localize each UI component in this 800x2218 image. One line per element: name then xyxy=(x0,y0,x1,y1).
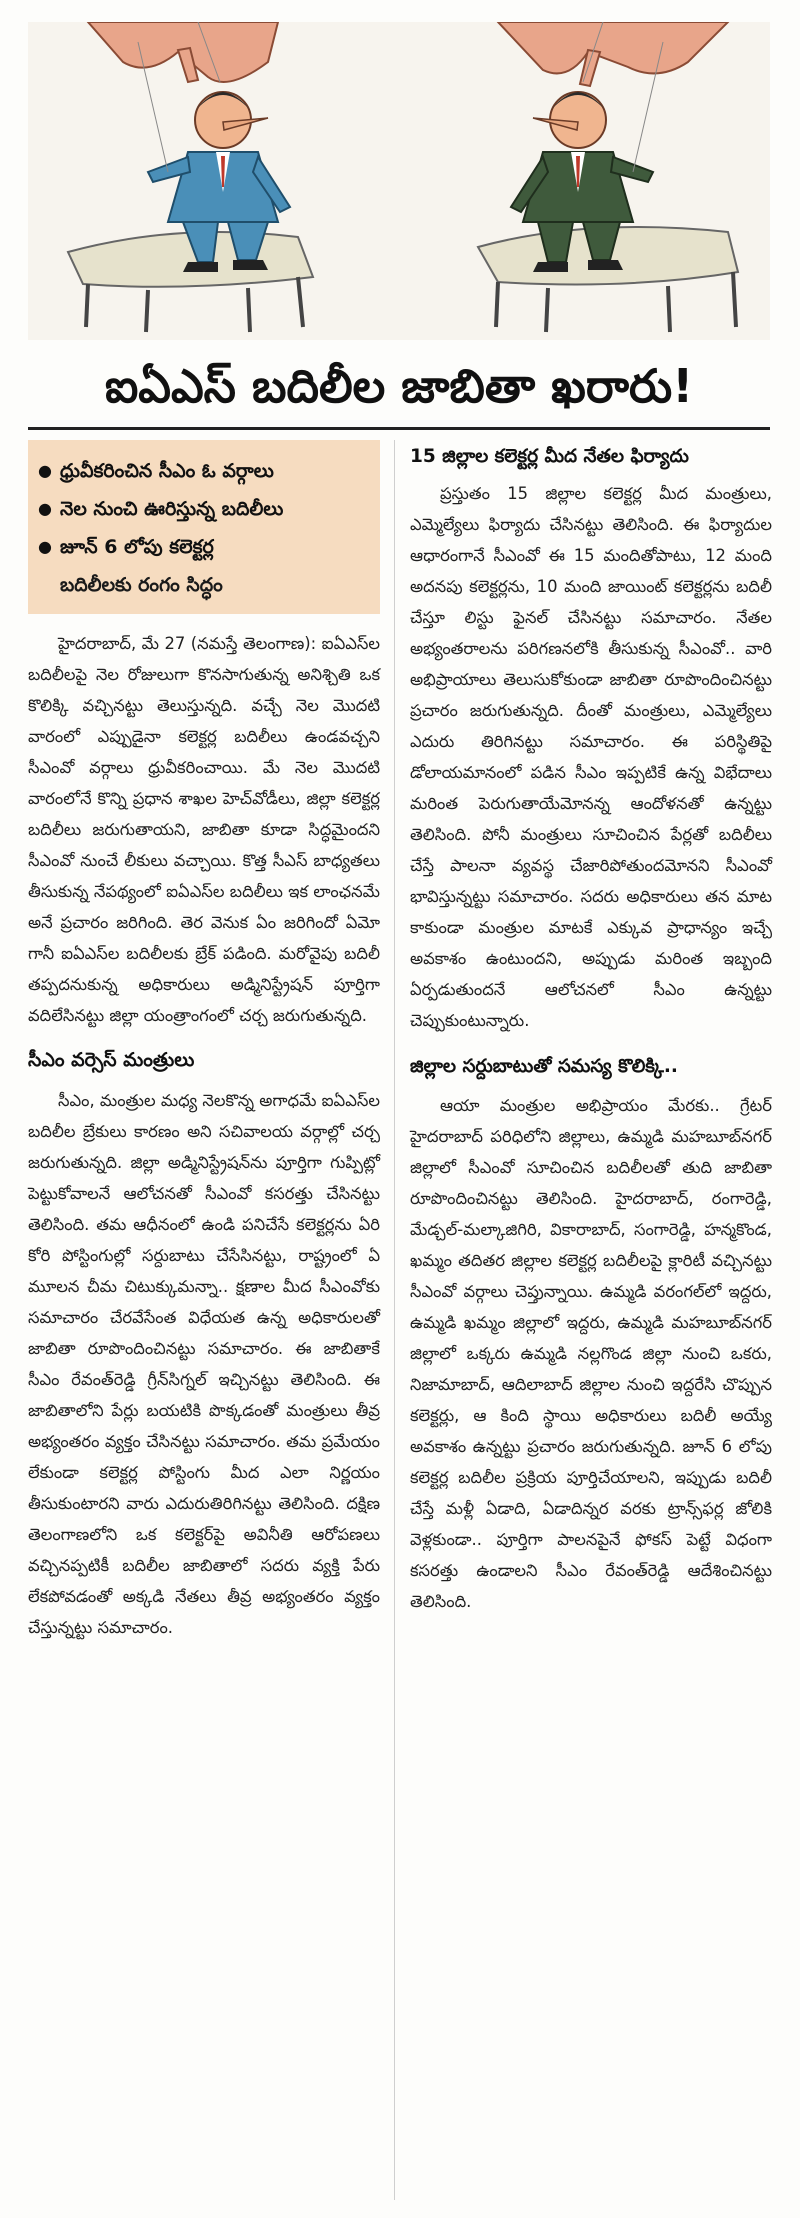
highlights-box xyxy=(28,440,380,614)
highlight-item xyxy=(38,452,370,490)
puppeteer-cartoon xyxy=(28,22,770,340)
bullet-icon: ● xyxy=(38,461,52,480)
highlight-text: నెల నుంచి ఊరిస్తున్న బదిలీలు xyxy=(60,498,284,520)
highlight-item xyxy=(38,528,370,566)
left-paragraph-2: సీఎం, మంత్రుల మధ్య నెలకొన్న అగాధమే ఐఏఎస్‌ల బదిలీల బ్రేకులు కారణం అని సచివాలయ వర్గాల్లో చర్చ జరుగుతున్నది. జిల్లా అడ్మినిస్ట్రేషన్‌ను పూర్తిగా గుప్పిట్లో పెట్టుకోవాలనే ఆలోచనతో సీఎంవో కసరత్తు చేసినట్టు తెలిసింది. తమ ఆధీనంలో ఉండి పనిచేసే కలెక్టర్లను ఏరి కోరి పోస్టింగుల్లో సర్దుబాటు చేసేసినట్టు, రాష్ట్రంలో ఏ మూలన చీమ చిటుక్కుమన్నా.. క్షణాల మీద సీఎంవోకు సమాచారం చేరవేసేంత విధేయత ఉన్న అధికారులతో జాబితా రూపొందించినట్టు సమాచారం. ఈ జాబితాకే సీఎం రేవంత్‌రెడ్డి గ్రీన్‌సిగ్నల్ ఇచ్చినట్టు తెలిసింది. ఈ జాబితాలోని పేర్లు బయటికి పొక్కడంతో మంత్రులు తీవ్ర అభ్యంతరం వ్యక్తం చేసినట్టు సమాచారం. తమ ప్రమేయం లేకుండా కలెక్టర్ల పోస్టింగు మీద ఎలా నిర్ణయం తీసుకుంటారని వారు ఎదురుతిరిగినట్టు తెలిసింది. దక్షిణ తెలంగాణలోని ఒక కలెక్టర్‌పై అవినీతి ఆరోపణలు వచ్చినప్పటికీ బదిలీల జాబితాలో సదరు వ్యక్తి పేరు లేకపోవడంతో అక్కడి నేతలు తీవ్ర అభ్యంతరం వ్యక్తం చేస్తున్నట్టు సమాచారం. xyxy=(28,1091,380,1637)
left-subheading: సీఎం వర్సెస్ మంత్రులు xyxy=(28,1049,195,1071)
left-paragraph-1: హైదరాబాద్, మే 27 (నమస్తే తెలంగాణ): ఐఏఎస్‌ల బదిలీలపై నెల రోజులుగా కొనసాగుతున్న అనిశ్చితి ఒక కొలిక్కి వచ్చినట్టు తెలుస్తున్నది. వచ్చే నెల మొదటి వారంలో ఎప్పుడైనా కలెక్టర్ల బదిలీలు ఉండవచ్చని సీఎంవో వర్గాలు ధ్రువీకరించాయి. మే నెల మొదటి వారంలోనే కొన్ని ప్రధాన శాఖల హెచ్‌వోడీలు, జిల్లా కలెక్టర్ల బదిలీలు జరుగుతాయని, జాబితా కూడా సిద్ధమైందని సీఎంవో నుంచే లీకులు వచ్చాయి. కొత్త సీఎస్ బాధ్యతలు తీసుకున్న నేపథ్యంలో ఐఏఎస్‌ల బదిలీలు ఇక లాంఛనమే అనే ప్రచారం జరిగింది. తెర వెనుక ఏం జరిగిందో ఏమో గానీ ఐఏఎస్‌ల బదిలీలకు బ్రేక్ పడింది. మరోవైపు బదిలీ తప్పదనుకున్న అధికారులు అడ్మినిస్ట్రేషన్ పూర్తిగా వదిలేసినట్టు జిల్లా యంత్రాంగంలో చర్చ జరుగుతున్నది. xyxy=(28,634,380,1025)
highlight-item xyxy=(38,490,370,528)
right-paragraph-2: ఆయా మంత్రుల అభిప్రాయం మేరకు.. గ్రేటర్ హైదరాబాద్ పరిధిలోని జిల్లాలు, ఉమ్మడి మహబూబ్‌నగర్ జిల్లాలో సీఎంవో సూచించిన బదిలీలతో తుది జాబితా రూపొందించినట్టు తెలిసింది. హైదరాబాద్, రంగారెడ్డి, మేడ్చల్-మల్కాజిగిరి, వికారాబాద్, సంగారెడ్డి, హన్మకొండ, ఖమ్మం తదితర జిల్లాల కలెక్టర్ల బదిలీలపై క్లారిటీ వచ్చినట్టు సీఎంవో వర్గాలు చెప్తున్నాయి. ఉమ్మడి వరంగల్‌లో ఇద్దరు, ఉమ్మడి ఖమ్మం జిల్లాలో ఇద్దరు, ఉమ్మడి మహబూబ్‌నగర్ జిల్లాలో ఒక్కరు ఉమ్మడి నల్లగొండ జిల్లా నుంచి ఒకరు, నిజామాబాద్, ఆదిలాబాద్ జిల్లాల నుంచి ఇద్దరేసి చొప్పున కలెక్టర్లు, ఆ కింది స్థాయి అధికారులు బదిలీ అయ్యే అవకాశం ఉన్నట్టు ప్రచారం జరుగుతున్నది. జూన్ 6 లోపు కలెక్టర్ల బదిలీల ప్రక్రియ పూర్తిచేయాలని, ఇప్పుడు బదిలీ చేస్తే మళ్లీ ఏడాది, ఏడాదిన్నర వరకు ట్రాన్స్‌ఫర్ల జోలికి వెళ్లకుండా.. పూర్తిగా పాలనపైనే ఫోకస్ పెట్టే విధంగా కసరత్తు ఉండాలని సీఎం రేవంత్‌రెడ్డి ఆదేశించినట్టు తెలిసింది. xyxy=(410,1096,772,1611)
right-subheading-1: 15 జిల్లాల కలెక్టర్ల మీద నేతల ఫిర్యాదు xyxy=(410,446,689,467)
highlight-text: జూన్ 6 లోపు కలెక్టర్ల xyxy=(60,536,214,558)
left-column xyxy=(28,440,380,1643)
highlight-continuation: బదిలీలకు రంగం సిద్ధం xyxy=(60,574,223,596)
right-subheading-2: జిల్లాల సర్దుబాటుతో సమస్య కొలిక్కి.. xyxy=(410,1056,678,1077)
article-headline: ఐఏఎస్ బదిలీల జాబితా ఖరారు! xyxy=(28,346,770,430)
right-paragraph-1: ప్రస్తుతం 15 జిల్లాల కలెక్టర్ల మీద మంత్రులు, ఎమ్మెల్యేలు ఫిర్యాదు చేసినట్టు తెలిసింది. ఈ ఫిర్యాదుల ఆధారంగానే సీఎంవో ఈ 15 మందితోపాటు, 12 మంది అదనపు కలెక్టర్లను, 10 మంది జాయింట్ కలెక్టర్లను బదిలీ చేస్తూ లిస్టు ఫైనల్ చేసినట్టు సమాచారం. నేతల అభ్యంతరాలను పరిగణనలోకి తీసుకున్న సీఎంవో.. వారి అభిప్రాయాలు తెలుసుకోకుండా జాబితా రూపొందించినట్టు ప్రచారం జరుగుతున్నది. దీంతో మంత్రులు, ఎమ్మెల్యేలు ఎదురు తిరిగినట్టు సమాచారం. ఈ పరిస్థితిపై డోలాయమానంలో పడిన సీఎం ఇప్పటికే ఉన్న విభేదాలు మరింత పెరుగుతాయేమోనన్న ఆందోళనతో ఉన్నట్టు తెలిసింది. పోనీ మంత్రులు సూచించిన పేర్లతో బదిలీలు చేస్తే పాలనా వ్యవస్థ చేజారిపోతుందమోనని సీఎంవో భావిస్తున్నట్టు సమాచారం. సదరు అధికారులు తన మాట కాకుండా మంత్రుల మాటకే ఎక్కువ ప్రాధాన్యం ఇచ్చే అవకాశం ఉంటుందని, అప్పుడు మరింత ఇబ్బంది ఏర్పడుతుందనే ఆలోచనలో సీఎం ఉన్నట్టు చెప్పుకుంటున్నారు. xyxy=(410,484,772,1030)
right-column xyxy=(410,440,772,1617)
bullet-icon: ● xyxy=(38,499,52,518)
highlight-text: ధ్రువీకరించిన సీఎం ఓ వర్గాలు xyxy=(60,460,274,482)
cartoon-illustration xyxy=(28,22,770,340)
column-divider xyxy=(394,440,395,2200)
bullet-icon: ● xyxy=(38,537,52,556)
